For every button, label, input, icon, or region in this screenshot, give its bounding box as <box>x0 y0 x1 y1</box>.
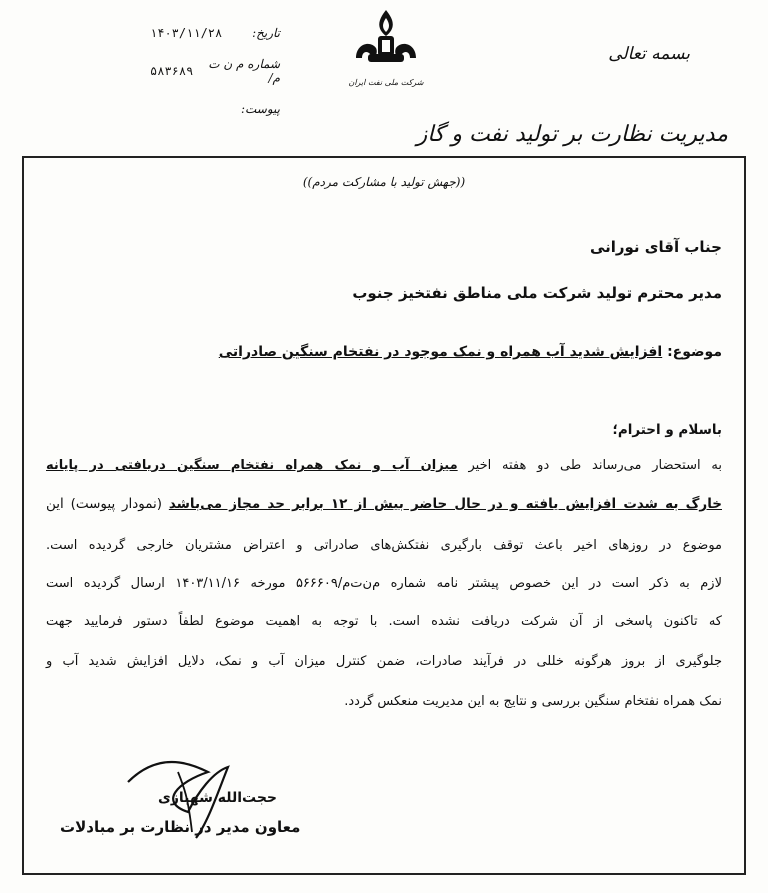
body-text: (نمودار پیوست) این <box>46 496 169 512</box>
number-row <box>150 52 280 90</box>
top-divider <box>22 156 746 158</box>
letter-meta <box>150 14 280 128</box>
body-line-2 <box>46 496 722 512</box>
signatory-title: معاون مدیر در نظارت بر مبادلات <box>60 818 301 836</box>
body-text: به استحضار می‌رساند طی دو هفته اخیر <box>457 458 722 473</box>
subject-label: موضوع: <box>667 344 722 360</box>
body-line-3: موضوع در روزهای اخیر باعث توقف بارگیری نفتکش‌های صادراتی و اعتراض مشتریان خارجی گردیده است. <box>46 538 722 553</box>
slogan: ((جهش تولید با مشارکت مردم)) <box>302 175 466 189</box>
body-highlight: خارگ به شدت افزایش یافته و در حال حاضر بیش از ۱۲ برابر حد مجاز می‌باشد <box>168 496 722 512</box>
body-line-1 <box>46 458 722 473</box>
body-line-6: جلوگیری از بروز هرگونه خللی در فرآیند صادرات، ضمن کنترل میزان آب و نمک، دلایل افزایش شدید آب و <box>46 654 722 669</box>
date-label: تاریخ: <box>252 26 280 40</box>
logo-caption: شرکت ملی نفت ایران <box>348 78 424 87</box>
attachment-row <box>150 90 280 128</box>
attachment-label: پیوست: <box>240 102 280 116</box>
basmala: بسمه تعالی <box>608 44 690 64</box>
body-line-4: لازم به ذکر است در این خصوص پیشتر نامه شماره م‌ن‌ت‌م/۵۶۶۶۰۹ مورخه ۱۴۰۳/۱۱/۱۶ ارسال گردیده است <box>46 576 722 591</box>
body-line-5: که تاکنون پاسخی از آن شرکت دریافت نشده است. با توجه به اهمیت موضوع لطفاً دستور فرمایید جهت <box>46 614 722 629</box>
left-border <box>22 158 24 875</box>
nioc-logo <box>348 6 424 94</box>
flame-logo-icon <box>348 6 424 76</box>
right-border <box>744 158 746 875</box>
bottom-divider <box>22 873 746 875</box>
greeting: باسلام و احترام؛ <box>612 422 722 438</box>
date-row <box>150 14 280 52</box>
number-label: شماره م ن ت م/ <box>208 57 280 85</box>
body-highlight: میزان آب و نمک همراه نفتخام سنگین دریافتی در پایانه <box>46 458 458 473</box>
number-value: ۵۸۳۶۸۹ <box>150 64 194 78</box>
subject-line <box>219 344 722 360</box>
recipient-name: جناب آقای نورانی <box>589 238 722 256</box>
recipient-position: مدیر محترم تولید شرکت ملی مناطق نفتخیز جنوب <box>352 284 722 302</box>
date-value: ۱۴۰۳/۱۱/۲۸ <box>150 26 223 40</box>
subject-text: افزایش شدید آب همراه و نمک موجود در نفتخام سنگین صادراتی <box>218 344 663 360</box>
department-title: مدیریت نظارت بر تولید نفت و گاز <box>416 122 728 147</box>
signatory-name: حجت‌الله شهبازی <box>158 790 278 806</box>
body-line-7: نمک همراه نفتخام سنگین بررسی و نتایج به این مدیریت منعکس گردد. <box>344 694 722 709</box>
